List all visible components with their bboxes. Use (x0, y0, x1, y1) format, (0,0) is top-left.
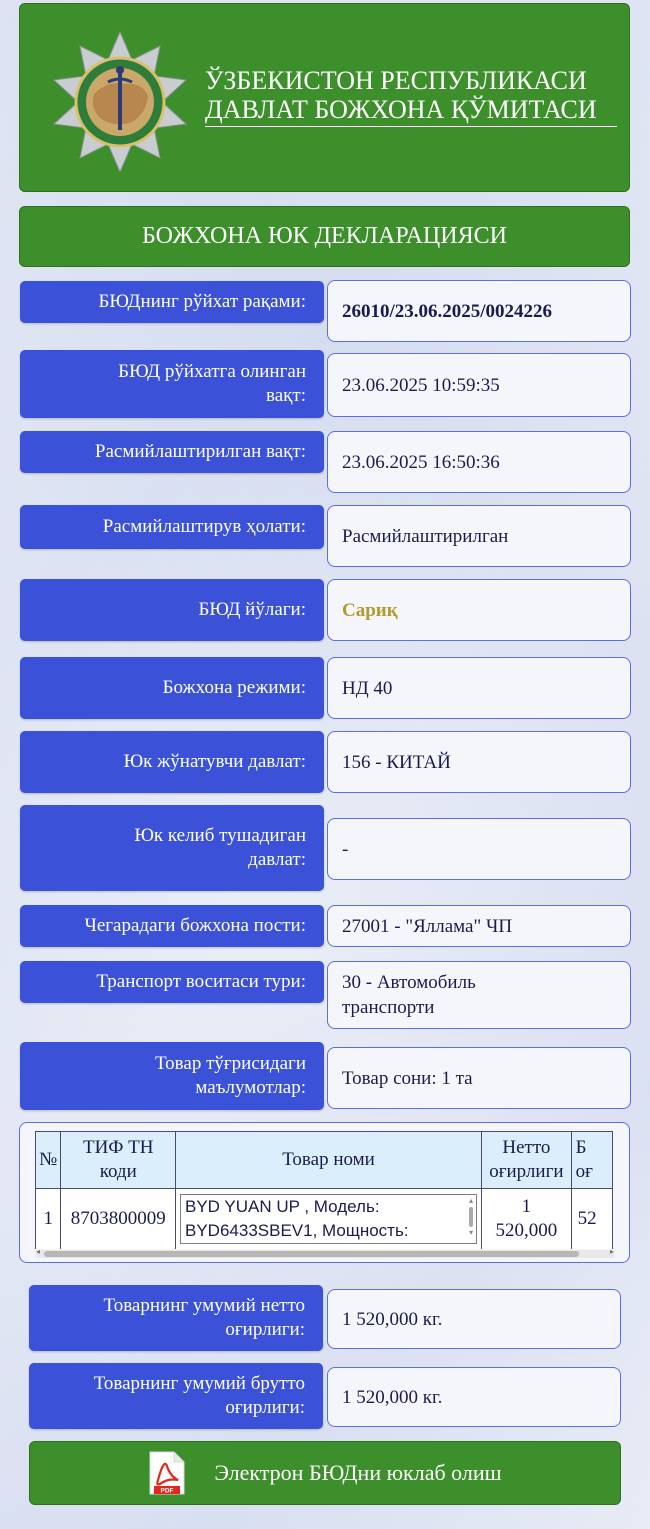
header-gross-weight (571, 1132, 612, 1189)
header-text: оғирлиги (489, 1161, 564, 1182)
organization-title-line2: ДАВЛАТ БОЖХОНА ҚЎМИТАСИ (205, 95, 597, 124)
cell-net-weight (482, 1189, 572, 1250)
cell-goods-name (176, 1189, 482, 1250)
organization-title-line1: ЎЗБЕКИСТОН РЕСПУБЛИКАСИ (205, 66, 587, 95)
field-label-registration-time (20, 350, 324, 418)
pdf-file-icon (148, 1450, 186, 1496)
field-label-text: маълумотлар: (195, 1077, 306, 1098)
field-label-total-net-weight (29, 1285, 323, 1351)
download-pdf-button[interactable] (29, 1441, 621, 1505)
field-value-goods-info: Товар сони: 1 та (327, 1047, 631, 1109)
field-value-registration-number: 26010/23.06.2025/0024226 (327, 280, 631, 342)
cell-hs-code: 8703800009 (61, 1189, 176, 1250)
field-label-lane (20, 579, 324, 641)
field-label-customs-regime (20, 657, 324, 719)
header-text: Нетто (502, 1137, 551, 1158)
table-row (36, 1189, 613, 1250)
field-label-text: Транспорт воситаси тури: (96, 971, 306, 992)
goods-table (35, 1131, 613, 1249)
field-label-text: БЮДнинг рўйхат рақами: (98, 291, 306, 312)
pdf-icon-label: PDF (160, 1487, 174, 1495)
field-label-text: оғирлиги: (225, 1319, 305, 1340)
field-value-registration-time: 23.06.2025 10:59:35 (327, 353, 631, 417)
field-value-line: транспорти (342, 997, 435, 1018)
field-label-total-gross-weight (29, 1363, 323, 1429)
field-label-text: Товар тўғрисидаги (154, 1053, 306, 1074)
field-value-total-net-weight: 1 520,000 кг. (327, 1289, 621, 1349)
field-value-clearance-time: 23.06.2025 16:50:36 (327, 431, 631, 493)
field-label-text: Расмийлаштирув ҳолати: (102, 516, 306, 537)
header-text: коди (99, 1161, 137, 1182)
field-value-border-post: 27001 - "Яллама" ЧП (327, 905, 631, 947)
textarea-scrollbar[interactable] (468, 1197, 474, 1241)
field-label-text: БЮД йўлаги: (198, 599, 306, 620)
field-label-clearance-status (20, 505, 324, 549)
scroll-up-icon[interactable]: ▴ (469, 1196, 474, 1205)
document-title: БОЖХОНА ЮК ДЕКЛАРАЦИЯСИ (19, 206, 630, 267)
field-value-line: 30 - Автомобиль (342, 972, 476, 993)
field-label-transport-type (20, 961, 324, 1003)
field-label-sender-country (20, 731, 324, 793)
field-label-destination-country (20, 805, 324, 891)
horizontal-scrollbar-thumb[interactable] (44, 1251, 579, 1257)
field-label-clearance-time (20, 431, 324, 473)
field-value-transport-type (327, 961, 631, 1029)
field-label-text: БЮД рўйхатга олинган (118, 361, 306, 382)
goods-name-textarea[interactable] (180, 1194, 477, 1244)
field-label-text: оғирлиги: (225, 1397, 305, 1418)
field-value-customs-regime: НД 40 (327, 657, 631, 719)
field-label-text: Божхона режими: (162, 677, 306, 698)
field-label-text: Юк келиб тушадиган (134, 825, 306, 846)
goods-table-header-row (36, 1132, 613, 1189)
field-label-border-post (20, 905, 324, 947)
field-label-text: Товарнинг умумий брутто (93, 1373, 305, 1394)
customs-emblem-icon (50, 32, 190, 172)
field-label-text: Юк жўнатувчи давлат: (123, 751, 306, 772)
header-text: Б (575, 1137, 587, 1158)
field-value-total-gross-weight: 1 520,000 кг. (327, 1367, 621, 1427)
header-hs-code (61, 1132, 176, 1189)
download-pdf-label: Электрон БЮДни юклаб олиш (214, 1460, 502, 1485)
field-value-destination-country: - (327, 818, 631, 880)
header-net-weight (482, 1132, 572, 1189)
header-banner (19, 3, 630, 192)
scroll-left-icon[interactable]: ◂ (36, 1247, 41, 1256)
field-label-text: давлат: (248, 849, 306, 870)
header-num: № (36, 1132, 61, 1189)
goods-table-scroll-area[interactable] (35, 1131, 613, 1249)
goods-table-panel (19, 1122, 630, 1263)
header-goods-name: Товар номи (176, 1132, 482, 1189)
field-label-text: Чегарадаги божхона пости: (84, 915, 306, 936)
table-horizontal-scrollbar[interactable] (36, 1247, 614, 1258)
organization-title (205, 66, 617, 127)
field-value-sender-country: 156 - КИТАЙ (327, 731, 631, 793)
header-text: оғ (575, 1161, 593, 1182)
cell-gross-weight: 52 (571, 1189, 612, 1250)
cell-num: 1 (36, 1189, 61, 1250)
field-value-lane: Сариқ (327, 579, 631, 641)
field-label-text: Товарнинг умумий нетто (103, 1295, 305, 1316)
field-value-clearance-status: Расмийлаштирилган (327, 505, 631, 567)
cell-text: 1 (521, 1196, 532, 1217)
header-text: ТИФ ТН (83, 1137, 154, 1158)
cell-text: 520,000 (495, 1220, 558, 1241)
field-label-text: вақт: (266, 385, 306, 406)
scrollbar-thumb[interactable] (469, 1207, 473, 1227)
scroll-down-icon[interactable]: ▾ (469, 1228, 474, 1237)
field-label-text: Расмийлаштирилган вақт: (94, 441, 306, 462)
goods-name-line: BYD6433SBEV1, Мощность: (185, 1221, 409, 1240)
field-label-goods-info (20, 1042, 324, 1110)
field-label-registration-number (20, 281, 324, 323)
goods-name-line: BYD YUAN UP , Модель: (185, 1197, 380, 1216)
scroll-right-icon[interactable]: ▸ (609, 1247, 614, 1256)
